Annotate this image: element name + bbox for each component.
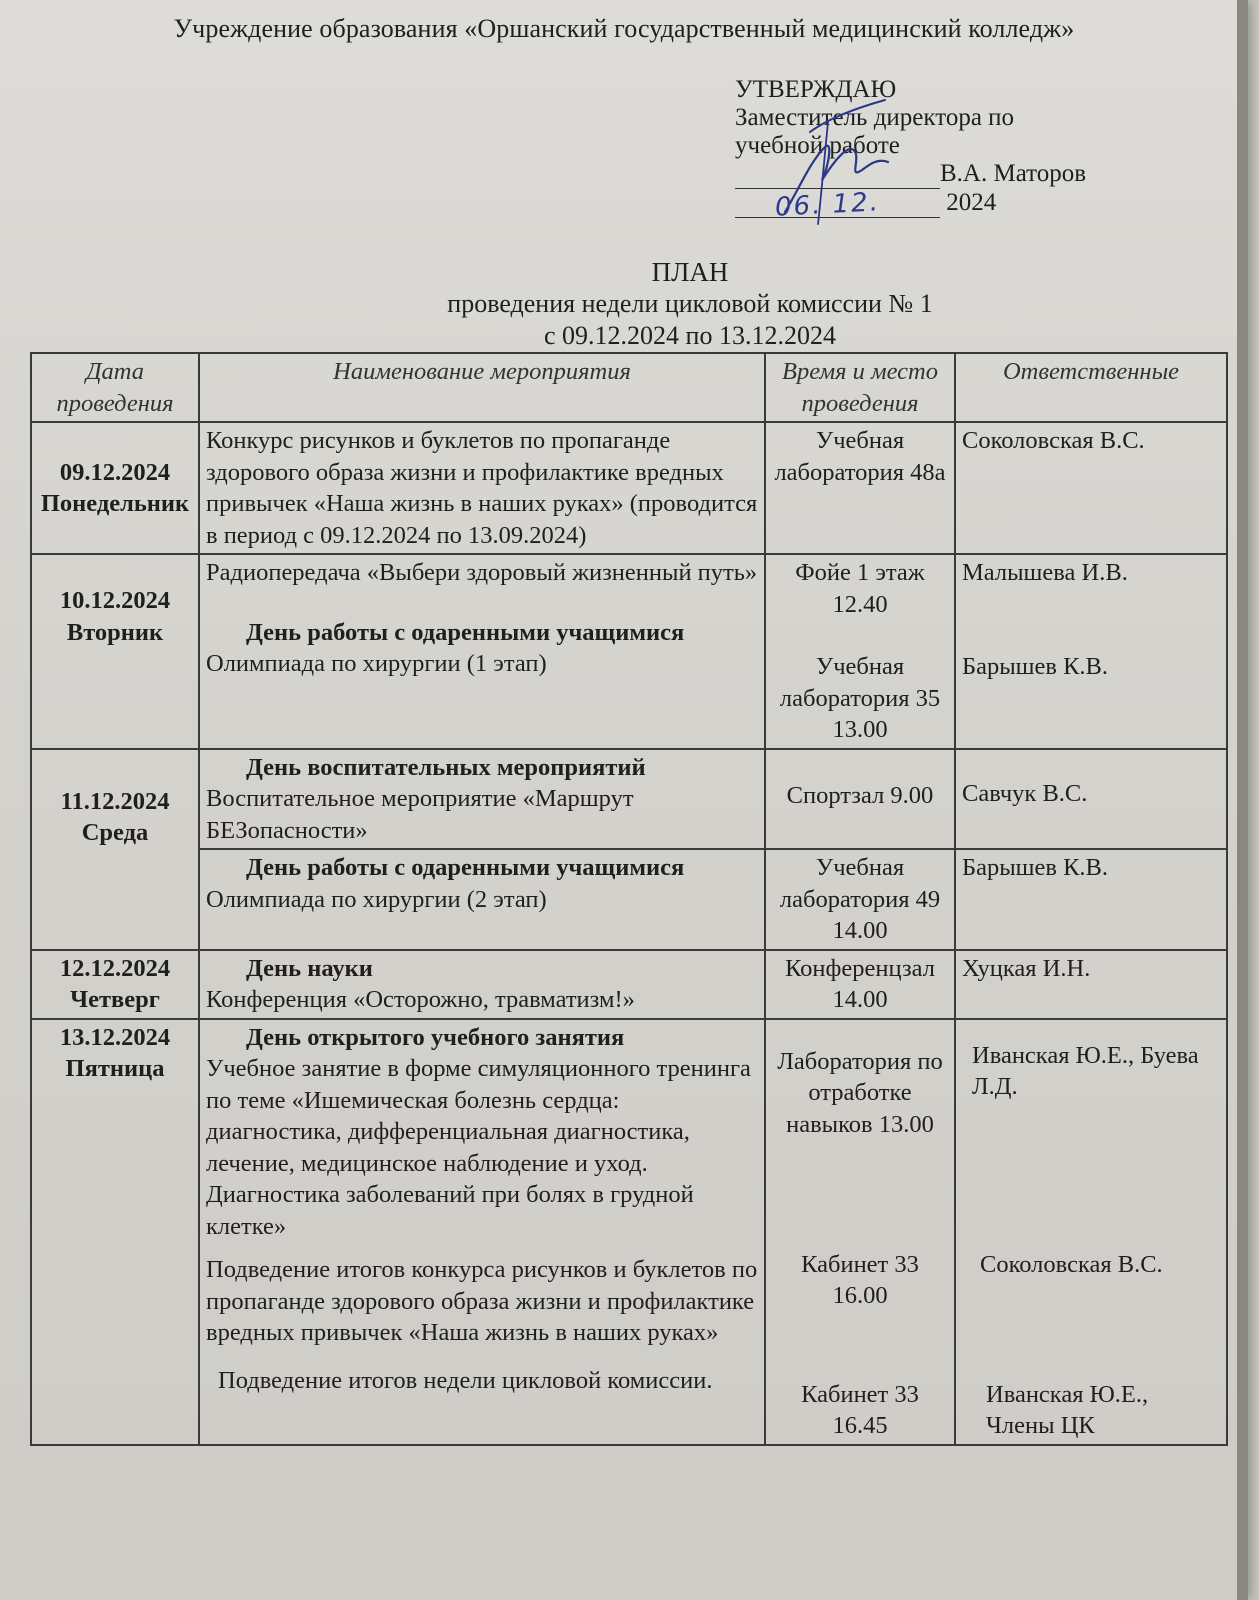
title-plan: ПЛАН [651, 257, 729, 287]
handwritten-date: 06. 12. [774, 187, 881, 223]
row-weekday: Среда [81, 819, 149, 846]
table-row [31, 1019, 1227, 1445]
date-cell [31, 1019, 199, 1445]
event-cell [199, 422, 765, 554]
event-responsible: Соколовская В.С. [980, 1250, 1163, 1278]
event-place: Лаборатория по отработке навыков 13.00 [777, 1047, 943, 1138]
institution-name: Учреждение образования «Оршанский государственный медицинский колледж» [173, 14, 1075, 43]
event-cell [199, 1019, 765, 1445]
event-text: Воспитательное мероприятие «Маршрут БЕЗопасности» [206, 785, 634, 844]
table-row [31, 554, 1227, 749]
event-responsible: Барышев К.В. [962, 653, 1109, 680]
row-weekday: Вторник [66, 618, 164, 646]
date-cell [31, 554, 199, 749]
event-text: Радиопередача «Выбери здоровый жизненный путь» [206, 559, 758, 586]
place-cell [765, 1019, 955, 1445]
table-header-row [31, 353, 1227, 422]
event-cell [199, 749, 765, 850]
schedule-table [30, 352, 1228, 1446]
event-text: Конференция «Осторожно, травматизм!» [206, 986, 635, 1013]
header-name: Наименование мероприятия [199, 353, 765, 422]
row-date: 10.12.2024 [59, 587, 171, 614]
approval-heading: УТВЕРЖДАЮ [735, 76, 897, 103]
responsible-cell [955, 849, 1227, 950]
place-cell [765, 950, 955, 1019]
event-place: Кабинет 33 16.45 [801, 1380, 919, 1439]
responsible-cell [955, 554, 1227, 749]
day-title: День воспитательных мероприятий [246, 753, 646, 781]
place-cell [765, 749, 955, 850]
table-row [31, 950, 1227, 1019]
responsible-cell [955, 950, 1227, 1019]
table-row [31, 749, 1227, 850]
row-date: 13.12.2024 [59, 1023, 171, 1051]
header-responsible: Ответственные [955, 353, 1227, 422]
date-cell [31, 950, 199, 1019]
event-place: Фойе 1 этаж 12.40 [795, 559, 925, 618]
responsible-cell [955, 749, 1227, 850]
row-weekday: Пятница [65, 1055, 165, 1082]
event-responsible: Малышева И.В. [962, 559, 1128, 586]
place-cell [765, 554, 955, 749]
document-title [380, 256, 1000, 352]
header-date: Дата проведения [31, 353, 199, 422]
event-place: Учебная лаборатория 35 13.00 [779, 653, 941, 743]
row-date: 11.12.2024 [60, 787, 170, 815]
place-cell [765, 422, 955, 554]
event-cell [199, 849, 765, 950]
responsible-cell [955, 422, 1227, 554]
event-place: Спортзал 9.00 [786, 781, 934, 809]
approval-position-line2: учебной работе [735, 132, 900, 159]
header-place: Время и место проведения [765, 353, 955, 422]
event-text: Олимпиада по хирургии (1 этап) [206, 650, 547, 677]
event-responsible: Соколовская В.С. [962, 427, 1145, 454]
row-weekday: Четверг [70, 986, 160, 1013]
day-title: День открытого учебного занятия [246, 1023, 625, 1051]
event-text: Подведение итогов конкурса рисунков и буклетов по пропаганде здорового образа жизни и профилактике вредных привычек «Наша жизнь в наших руках» [206, 1256, 758, 1346]
approval-year: 2024 [946, 189, 997, 216]
event-text: Подведение итогов недели цикловой комиссии. [218, 1366, 713, 1394]
day-title: День работы с одаренными учащимися [246, 618, 685, 646]
day-title: День работы с одаренными учащимися [246, 854, 685, 881]
row-date: 09.12.2024 [59, 458, 171, 486]
date-cell [31, 422, 199, 554]
event-cell [199, 554, 765, 749]
date-cell [31, 749, 199, 950]
event-responsible: Савчук В.С. [962, 779, 1088, 807]
event-responsible: Барышев К.В. [962, 854, 1109, 881]
row-date: 12.12.2024 [59, 954, 171, 982]
page-edge-shadow [1237, 0, 1248, 1600]
event-place: Конференцзал 14.00 [785, 954, 935, 1013]
event-responsible: Иванская Ю.Е., Буева Л.Д. [972, 1041, 1199, 1100]
event-responsible: Иванская Ю.Е., Члены ЦК [986, 1380, 1149, 1439]
title-period: с 09.12.2024 по 13.12.2024 [544, 321, 836, 350]
place-cell [765, 849, 955, 950]
event-responsible: Хуцкая И.Н. [962, 954, 1091, 982]
table-row [31, 849, 1227, 950]
day-title: День науки [246, 954, 373, 982]
row-weekday: Понедельник [40, 490, 190, 517]
event-place: Учебная лаборатория 48а [774, 427, 946, 486]
table-row [31, 422, 1227, 554]
event-place: Учебная лаборатория 49 14.00 [779, 854, 941, 944]
event-place: Кабинет 33 16.00 [801, 1250, 919, 1309]
responsible-cell [955, 1019, 1227, 1445]
approval-position-line1: Заместитель директора по [735, 104, 1015, 131]
title-subtitle: проведения недели цикловой комиссии № 1 [447, 289, 933, 318]
approver-name: В.А. Маторов [940, 160, 1087, 187]
event-text: Учебное занятие в форме симуляционного тренинга по теме «Ишемическая болезнь сердца: диагностика, дифференциальная диагностика, лечение, медицинское наблюдение и уход. Диагностика заболеваний при болях в грудной клетке» [206, 1055, 751, 1240]
event-text: Олимпиада по хирургии (2 этап) [206, 885, 547, 913]
event-cell [199, 950, 765, 1019]
event-text: Конкурс рисунков и буклетов по пропаганде здорового образа жизни и профилактике вредных привычек «Наша жизнь в наших руках» (проводится в период с 09.12.2024 по 13.09.2024) [206, 427, 758, 549]
